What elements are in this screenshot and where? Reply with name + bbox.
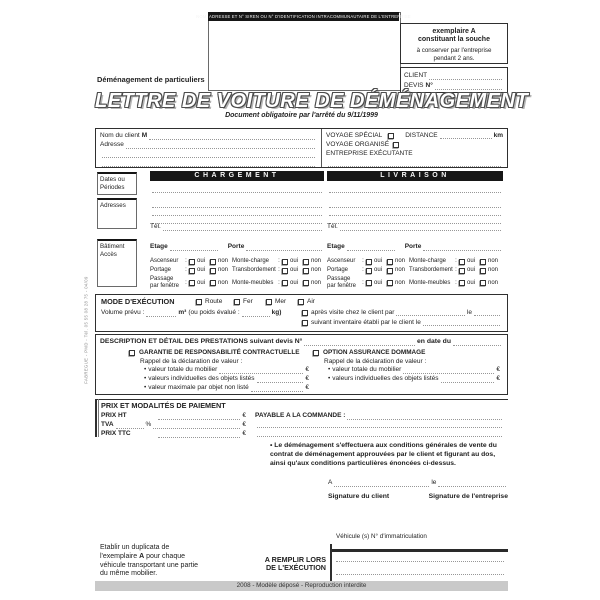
signature-client-label: Signature du client bbox=[328, 493, 390, 500]
visite-le-label: le bbox=[466, 309, 472, 316]
distance-label: DISTANCE bbox=[405, 131, 438, 139]
livraison-etage-label: Etage bbox=[327, 243, 345, 250]
bullet: • bbox=[144, 375, 147, 382]
non-checkbox[interactable] bbox=[303, 259, 309, 265]
route-label: Route bbox=[205, 298, 223, 306]
access-label: Monte-charge bbox=[232, 258, 270, 264]
tva-label: TVA bbox=[101, 421, 114, 428]
access-label: Monte-meubles bbox=[409, 279, 451, 286]
fer-checkbox[interactable] bbox=[234, 299, 240, 305]
oui-checkbox[interactable] bbox=[282, 268, 288, 274]
client-name-field[interactable] bbox=[149, 133, 315, 140]
oui-checkbox[interactable] bbox=[282, 259, 288, 265]
prix-title: PRIX ET MODALITÉS DE PAIEMENT bbox=[101, 401, 226, 410]
mer-label: Mer bbox=[275, 298, 287, 306]
visite-par-field[interactable] bbox=[396, 309, 464, 316]
payable-label: PAYABLE A LA COMMANDE : bbox=[255, 412, 346, 419]
payable-field-1[interactable] bbox=[347, 413, 502, 420]
mer-checkbox[interactable] bbox=[266, 299, 272, 305]
colon: : bbox=[455, 267, 457, 273]
oui-checkbox[interactable] bbox=[189, 268, 195, 274]
company-identity-box[interactable] bbox=[208, 12, 401, 91]
valeur-totale-right-label: valeur totale du mobilier bbox=[332, 366, 402, 373]
valeurs-individuelles-left-field[interactable] bbox=[257, 376, 304, 383]
prix-ht-field[interactable] bbox=[158, 413, 240, 420]
bullet: • bbox=[328, 375, 331, 382]
non-label: non bbox=[311, 267, 322, 273]
bullet: • bbox=[328, 366, 331, 373]
route-checkbox[interactable] bbox=[196, 299, 202, 305]
non-label: non bbox=[218, 258, 229, 264]
oui-label: oui bbox=[197, 279, 206, 286]
non-label: non bbox=[488, 258, 499, 264]
non-label: non bbox=[311, 279, 322, 286]
remplir-execution-label: A REMPLIR LORS DE L'EXÉCUTION bbox=[264, 555, 326, 573]
non-label: non bbox=[488, 279, 499, 286]
livraison-porte-label: Porte bbox=[404, 243, 422, 250]
client-address-field-2[interactable] bbox=[102, 151, 315, 158]
copy-line-3: à conserver par l'entreprise bbox=[416, 47, 492, 54]
chargement-tel-label: Tél. bbox=[150, 223, 161, 230]
bullet: • bbox=[144, 366, 147, 373]
chargement-address-field-1[interactable] bbox=[152, 201, 322, 208]
prix-section bbox=[95, 399, 508, 439]
non-checkbox[interactable] bbox=[480, 280, 486, 286]
colon: : bbox=[185, 267, 187, 273]
non-checkbox[interactable] bbox=[210, 280, 216, 286]
euro-sign: € bbox=[242, 412, 246, 419]
euro-sign: € bbox=[305, 384, 309, 391]
valeur-totale-left-label: valeur totale du mobilier bbox=[148, 366, 218, 373]
mode-title: MODE D'EXÉCUTION bbox=[101, 297, 175, 306]
segment-label: Déménagement de particuliers bbox=[97, 75, 205, 84]
garantie-label: GARANTIE DE RESPONSABILITÉ CONTRACTUELLE bbox=[139, 349, 300, 356]
en-date-du-label: en date du bbox=[417, 338, 451, 345]
visite-label: après visite chez le client par bbox=[311, 309, 395, 316]
access-row-chargement-1 bbox=[150, 258, 324, 265]
page-title: LETTRE DE VOITURE DE DÉMÉNAGEMENT bbox=[95, 90, 529, 112]
description-box bbox=[95, 334, 508, 395]
a-label: A bbox=[328, 479, 333, 487]
chargement-livraison-table bbox=[95, 171, 508, 294]
colon: : bbox=[185, 279, 187, 286]
client-info-right bbox=[322, 129, 507, 167]
air-label: Air bbox=[307, 298, 315, 306]
client-info-box bbox=[95, 128, 508, 168]
oui-checkbox[interactable] bbox=[282, 280, 288, 286]
non-checkbox[interactable] bbox=[303, 268, 309, 274]
visite-date-field[interactable] bbox=[474, 309, 500, 316]
non-checkbox[interactable] bbox=[387, 259, 393, 265]
access-row-chargement-2 bbox=[150, 267, 324, 274]
oui-label: oui bbox=[197, 258, 206, 264]
air-checkbox[interactable] bbox=[298, 299, 304, 305]
valeur-maximale-label: valeur maximale par objet non listé bbox=[148, 384, 249, 391]
euro-sign: € bbox=[496, 366, 500, 373]
access-label: Ascenseur bbox=[150, 258, 179, 264]
payable-field-3[interactable] bbox=[257, 430, 502, 437]
colon: : bbox=[455, 279, 457, 286]
euro-sign: € bbox=[242, 430, 246, 437]
devis-no-label: N° bbox=[425, 82, 433, 90]
place-field[interactable] bbox=[334, 480, 429, 487]
access-row-chargement-3 bbox=[150, 276, 324, 290]
client-field-line[interactable] bbox=[429, 73, 502, 80]
non-checkbox[interactable] bbox=[387, 280, 393, 286]
oui-checkbox[interactable] bbox=[459, 268, 465, 274]
oui-checkbox[interactable] bbox=[366, 259, 372, 265]
non-label: non bbox=[395, 267, 406, 273]
non-checkbox[interactable] bbox=[303, 280, 309, 286]
oui-label: oui bbox=[290, 267, 299, 273]
client-label: CLIENT bbox=[404, 72, 428, 80]
access-row-livraison-2 bbox=[327, 267, 503, 274]
chargement-etage-field[interactable] bbox=[170, 244, 218, 251]
acces-label: Accès bbox=[100, 250, 117, 258]
chargement-column bbox=[150, 171, 324, 294]
valeur-maximale-field[interactable] bbox=[251, 385, 304, 392]
copyright-text: 2008 - Modèle déposé - Reproduction interdite bbox=[236, 582, 367, 590]
client-name-label: Nom du client bbox=[100, 132, 140, 140]
livraison-etage-field[interactable] bbox=[347, 244, 395, 251]
non-label: non bbox=[488, 267, 499, 273]
access-label: Ascenseur bbox=[327, 258, 356, 264]
poids-label: (ou poids évalué : bbox=[188, 309, 240, 316]
colon: : bbox=[362, 267, 364, 273]
colon: : bbox=[455, 258, 457, 264]
non-label: non bbox=[395, 279, 406, 286]
vehicle-rule bbox=[332, 549, 508, 552]
oui-label: oui bbox=[374, 279, 383, 286]
client-title-m: M bbox=[141, 132, 148, 140]
devis-date-field[interactable] bbox=[453, 339, 501, 346]
non-label: non bbox=[218, 267, 229, 273]
mode-execution-box bbox=[95, 294, 508, 332]
non-label: non bbox=[395, 258, 406, 264]
oui-label: oui bbox=[374, 267, 383, 273]
voyage-organise-label: VOYAGE ORGANISÉ bbox=[326, 140, 390, 148]
access-row-livraison-1 bbox=[327, 258, 503, 265]
access-row-livraison-3 bbox=[327, 276, 503, 290]
dates-row-label: Dates ou Périodes bbox=[97, 172, 137, 195]
access-label: Passage par fenêtre bbox=[150, 276, 180, 290]
access-label: Portage bbox=[327, 267, 349, 273]
adresses-row-label: Adresses bbox=[97, 198, 137, 229]
date-field[interactable] bbox=[438, 480, 506, 487]
prix-left-border bbox=[95, 399, 97, 437]
inventaire-date-field[interactable] bbox=[423, 319, 500, 326]
livraison-address-field-2[interactable] bbox=[329, 209, 501, 216]
colon: : bbox=[278, 258, 280, 264]
description-title: DESCRIPTION ET DÉTAIL DES PRESTATIONS suivant devis N° bbox=[100, 338, 303, 345]
vehicle-immatriculation-label: Véhicule (s) N° d'immatriculation bbox=[336, 533, 427, 540]
footer-bar bbox=[95, 581, 508, 591]
entreprise-executante-field[interactable] bbox=[328, 160, 501, 167]
chargement-address-field-2[interactable] bbox=[152, 209, 322, 216]
access-label: Portage bbox=[150, 267, 172, 273]
page-subtitle: Document obligatoire par l'arrêté du 9/11/1999 bbox=[225, 112, 378, 119]
valeur-totale-right-field[interactable] bbox=[403, 367, 494, 374]
entreprise-executante-label: ENTREPRISE EXÉCUTANTE bbox=[326, 150, 413, 158]
non-checkbox[interactable] bbox=[387, 268, 393, 274]
voyage-special-label: VOYAGE SPÉCIAL bbox=[326, 131, 383, 139]
devis-label: DEVIS bbox=[404, 82, 424, 90]
printer-imprint: FABREGUE - PMD - Tél. 05 55 08 28 75 - 04/09 bbox=[83, 276, 89, 384]
rappel-right-label: Rappel de la déclaration de valeur : bbox=[324, 358, 427, 365]
euro-sign: € bbox=[496, 375, 500, 382]
euro-sign: € bbox=[242, 421, 246, 428]
signature-entreprise-label: Signature de l'entreprise bbox=[428, 493, 508, 500]
colon: : bbox=[362, 258, 364, 264]
payable-field-2[interactable] bbox=[257, 421, 502, 428]
colon: : bbox=[278, 279, 280, 286]
oui-checkbox[interactable] bbox=[366, 280, 372, 286]
access-label: Monte-charge bbox=[409, 258, 447, 264]
prix-ttc-field[interactable] bbox=[158, 431, 240, 438]
bullet: • bbox=[144, 384, 147, 391]
vehicle-field-2[interactable] bbox=[336, 574, 504, 575]
livraison-column bbox=[327, 171, 503, 294]
valeur-totale-left-field[interactable] bbox=[219, 367, 303, 374]
chargement-porte-label: Porte bbox=[227, 243, 245, 250]
percent-sign: % bbox=[145, 421, 152, 428]
valeurs-individuelles-right-field[interactable] bbox=[441, 376, 495, 383]
tva-amount-field[interactable] bbox=[153, 422, 240, 429]
kg-label: kg) bbox=[271, 309, 282, 316]
oui-checkbox[interactable] bbox=[459, 259, 465, 265]
livraison-address-field-1[interactable] bbox=[329, 201, 501, 208]
km-label: km bbox=[493, 131, 503, 139]
non-label: non bbox=[218, 279, 229, 286]
oui-label: oui bbox=[467, 258, 476, 264]
place-date-line bbox=[328, 478, 508, 487]
rappel-left-label: Rappel de la déclaration de valeur : bbox=[140, 358, 243, 365]
colon: : bbox=[362, 279, 364, 286]
copy-designation-box bbox=[400, 23, 508, 64]
euro-sign: € bbox=[305, 375, 309, 382]
livraison-porte-field[interactable] bbox=[423, 244, 501, 251]
conditions-paragraph: • Le déménagement s'effectuera aux conditions générales de vente du contrat de déménagement approuvées par le client et figurant au dos, ainsi qu'aux conditions particulières énoncées ci-dessus. bbox=[270, 442, 497, 467]
chargement-tel-field[interactable] bbox=[163, 224, 322, 231]
oui-label: oui bbox=[374, 258, 383, 264]
oui-checkbox[interactable] bbox=[366, 268, 372, 274]
oui-checkbox[interactable] bbox=[459, 280, 465, 286]
batiment-row-label bbox=[97, 239, 137, 287]
euro-sign: € bbox=[305, 366, 309, 373]
le-label: le bbox=[431, 479, 437, 487]
copy-line-2: constituant la souche bbox=[418, 36, 490, 43]
visite-checkbox[interactable] bbox=[302, 310, 308, 316]
voyage-organise-checkbox[interactable] bbox=[393, 142, 399, 148]
livraison-dates-field[interactable] bbox=[329, 186, 501, 193]
chargement-porte-field[interactable] bbox=[246, 244, 322, 251]
volume-label: Volume prévu : bbox=[101, 309, 145, 316]
devis-number-field[interactable] bbox=[304, 339, 415, 346]
signatures-row bbox=[328, 493, 508, 501]
oui-label: oui bbox=[197, 267, 206, 273]
livraison-tel-label: Tél. bbox=[327, 223, 338, 230]
vehicle-field-1[interactable] bbox=[336, 561, 504, 562]
assurance-checkbox[interactable] bbox=[313, 350, 319, 356]
copy-line-1: exemplaire A bbox=[432, 28, 476, 35]
distance-field[interactable] bbox=[440, 132, 492, 139]
inventaire-checkbox[interactable] bbox=[302, 320, 308, 326]
colon: : bbox=[185, 258, 187, 264]
batiment-label: Bâtiment bbox=[100, 243, 125, 250]
non-checkbox[interactable] bbox=[210, 268, 216, 274]
non-label: non bbox=[311, 258, 322, 264]
copy-line-4: pendant 2 ans. bbox=[433, 54, 475, 62]
poids-field[interactable] bbox=[242, 310, 270, 317]
assurance-label: OPTION ASSURANCE DOMMAGE bbox=[323, 349, 426, 356]
oui-checkbox[interactable] bbox=[189, 259, 195, 265]
chargement-dates-field[interactable] bbox=[152, 186, 322, 193]
inventaire-label: suivant inventaire établi par le client le bbox=[311, 319, 421, 326]
prix-ht-label: PRIX HT bbox=[101, 412, 127, 419]
oui-label: oui bbox=[290, 279, 299, 286]
livraison-tel-field[interactable] bbox=[340, 224, 501, 231]
fer-label: Fer bbox=[243, 298, 253, 306]
tva-rate-field[interactable] bbox=[116, 422, 144, 429]
non-checkbox[interactable] bbox=[210, 259, 216, 265]
prix-left-border-2 bbox=[98, 399, 99, 437]
chargement-header: CHARGEMENT bbox=[150, 171, 324, 181]
oui-label: oui bbox=[467, 267, 476, 273]
valeurs-individuelles-right-label: valeurs individuelles des objets listés bbox=[332, 375, 439, 382]
volume-field[interactable] bbox=[146, 310, 176, 317]
access-label: Transbordement bbox=[409, 267, 453, 273]
company-bar-label: NOM, ADRESSE ET N° SIREN OU N° D'IDENTIFICATION INTRACOMMUNAUTAIRE DE L'ENTREPRISE bbox=[208, 12, 399, 21]
chargement-etage-label: Etage bbox=[150, 243, 168, 250]
livraison-header: LIVRAISON bbox=[327, 171, 503, 181]
prix-ttc-label: PRIX TTC bbox=[101, 430, 131, 437]
oui-label: oui bbox=[467, 279, 476, 286]
client-address-field[interactable] bbox=[126, 142, 315, 149]
access-label: Passage par fenêtre bbox=[327, 276, 357, 290]
client-info-left bbox=[96, 129, 322, 167]
duplicata-note: Etablir un duplicata de l'exemplaire A pour chaque véhicule transportant une partie du même mobilier. bbox=[100, 544, 199, 578]
valeurs-individuelles-left-label: valeurs individuelles des objets listés bbox=[148, 375, 255, 382]
voyage-special-checkbox[interactable] bbox=[388, 133, 394, 139]
client-address-field-3[interactable] bbox=[102, 160, 315, 167]
oui-label: oui bbox=[290, 258, 299, 264]
client-address-label: Adresse bbox=[100, 141, 124, 149]
non-checkbox[interactable] bbox=[480, 259, 486, 265]
colon: : bbox=[278, 267, 280, 273]
garantie-checkbox[interactable] bbox=[129, 350, 135, 356]
non-checkbox[interactable] bbox=[480, 268, 486, 274]
access-label: Transbordement bbox=[232, 267, 276, 273]
access-label: Monte-meubles bbox=[232, 279, 274, 286]
m3-label: m³ bbox=[178, 309, 187, 316]
oui-checkbox[interactable] bbox=[189, 280, 195, 286]
